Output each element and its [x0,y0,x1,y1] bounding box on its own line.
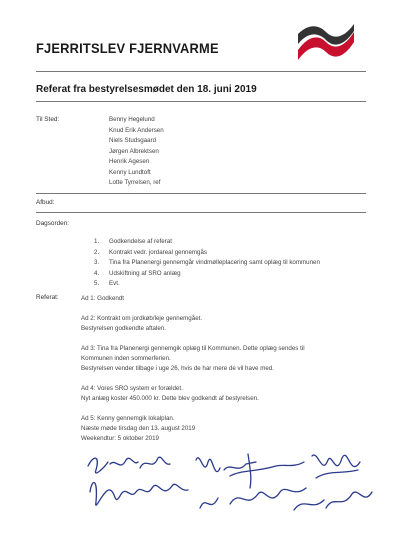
attendee-name: Benny Hegelund [109,116,155,123]
document-title: Referat fra bestyrelsesmødet den 18. juni 2019 [36,84,257,95]
header-rule [36,71,366,72]
attendee-name: Knud Erik Andersen [109,126,164,134]
signature [200,488,306,508]
attendee-name: Jørgen Albrektsen [109,147,159,155]
agenda-item: 5. Evt. [94,280,120,288]
agenda-item: 4. Udskiftning af SRO anlæg [94,269,181,277]
minutes-label: Referat: [36,294,59,301]
agenda-label: Dagsorden: [36,220,70,227]
attendee-name: Niels Studsgaard [109,137,157,144]
agenda-list [94,237,320,290]
attendee-name: Kenny Lundtoft [109,168,151,176]
attendee-name: Henrik Agesen [109,158,150,165]
agenda-item: 2. Kontrakt vedr. jordareal gennemgås [94,248,208,256]
signature [196,454,304,488]
minutes-paragraph: Ad 5: Kenny gennemgik lokalplan. Næste møde tirsdag den 13. august 2019 Weekendtur: 5 oktober 2019 [81,415,196,442]
minutes-paragraph: Ad 4: Vores SRO system er forældet. Nyt anlæg koster 450.000 kr. Dette blev godkendt af bestyrelsen. [81,385,259,403]
attendee-name: Lotte Tyrrelsen, ref [109,179,161,186]
minutes-paragraph: Ad 3: Tina fra Planenergi gennemgik oplæg til Kommunen. Dette oplæg sendes til Kommunen inden sommerferien. Bestyrelsen vender tilbage i uge 26, hvis de har mere de vil have med. [81,345,305,372]
signature [90,483,188,506]
company-name: FJERRITSLEV FJERNVARME [36,40,219,56]
attendee-list [109,115,164,189]
company-logo [294,20,358,64]
minutes-paragraph: Ad 2: Kontrakt om jordkøb/leje gennemgået. Bestyrelsen godkendte aftalen. [81,315,203,333]
absent-label: Afbud: [36,199,55,206]
signature-area [80,448,380,528]
agenda-item: 3. Tina fra Planenergi gennemgår vindmølleplacering samt oplæg til kommunen [94,259,320,267]
signature [312,455,360,478]
signature [88,457,170,473]
attendance-label: Til Sted: [36,116,60,123]
section-rule [36,212,366,213]
agenda-item: 1. Godkendelse af referat [94,238,172,245]
signature [294,492,372,510]
minutes-body [81,294,381,454]
section-rule [36,193,366,194]
minutes-paragraph: Ad 1: Godkendt [81,295,124,302]
title-rule [36,101,366,102]
